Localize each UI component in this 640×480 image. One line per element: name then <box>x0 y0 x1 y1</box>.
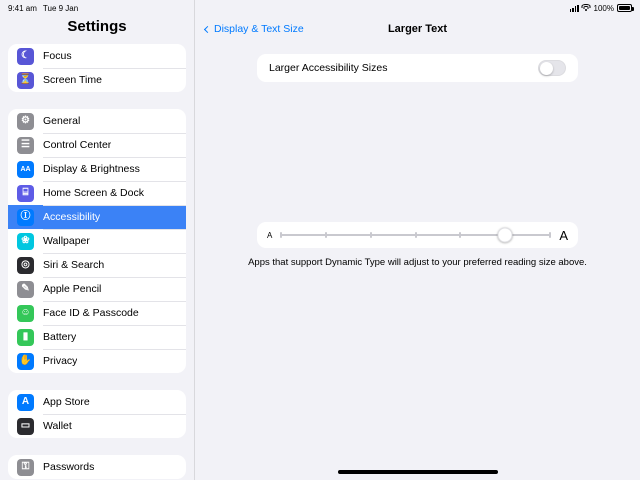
sidebar-item-label: Battery <box>43 331 77 343</box>
hourglass-icon: ⏳ <box>17 72 34 89</box>
toggle-knob <box>540 62 553 75</box>
back-button-label: Display & Text Size <box>214 23 304 35</box>
slider-tick <box>415 232 417 238</box>
detail-pane <box>194 0 640 480</box>
sidebar-item-control-center[interactable] <box>8 133 186 157</box>
siri-icon: ◎ <box>17 257 34 274</box>
gear-icon: ⚙ <box>17 113 34 130</box>
sidebar-item-label: Control Center <box>43 139 112 151</box>
sidebar-item-app-store[interactable] <box>8 390 186 414</box>
slider-tick <box>280 232 282 238</box>
text-size-slider[interactable] <box>281 225 550 245</box>
key-icon: ⚿ <box>17 459 34 476</box>
sidebar-item-label: Apple Pencil <box>43 283 102 295</box>
large-text-label: A <box>559 227 568 243</box>
app-store-icon: A <box>17 394 34 411</box>
pencil-icon: ✎ <box>17 281 34 298</box>
sidebar-item-label: Display & Brightness <box>43 163 140 175</box>
helper-text: Apps that support Dynamic Type will adjust to your preferred reading size above. <box>248 257 587 268</box>
sidebar-item-privacy[interactable] <box>8 349 186 373</box>
sidebar-item-home-screen-dock[interactable] <box>8 181 186 205</box>
small-text-label: A <box>267 230 273 240</box>
sidebar-item-label: App Store <box>43 396 90 408</box>
sidebar-item-label: Focus <box>43 50 72 62</box>
sidebar-item-label: Accessibility <box>43 211 101 223</box>
sliders-icon: ☰ <box>17 137 34 154</box>
status-bar-date: Tue 9 Jan <box>42 3 79 13</box>
sidebar-group <box>8 109 186 373</box>
back-button[interactable] <box>205 23 304 35</box>
accessibility-icon: Ⓘ <box>17 209 34 226</box>
hand-raised-icon: ✋ <box>17 353 34 370</box>
sidebar-group <box>8 390 186 438</box>
sidebar-item-label: Home Screen & Dock <box>43 187 144 199</box>
sidebar-item-face-id-passcode[interactable] <box>8 301 186 325</box>
sidebar-item-accessibility[interactable] <box>8 205 186 229</box>
sidebar-item-siri-search[interactable] <box>8 253 186 277</box>
sidebar-item-general[interactable] <box>8 109 186 133</box>
sidebar-item-label: General <box>43 115 81 127</box>
wallet-icon: ▭ <box>17 418 34 435</box>
sidebar-item-wallpaper[interactable] <box>8 229 186 253</box>
larger-accessibility-sizes-row[interactable] <box>257 54 578 82</box>
settings-sidebar[interactable] <box>0 0 194 480</box>
sidebar-item-label: Privacy <box>43 355 78 367</box>
face-id-icon: ☺ <box>17 305 34 322</box>
sidebar-item-apple-pencil[interactable] <box>8 277 186 301</box>
nav-title: Larger Text <box>387 23 448 35</box>
slider-thumb[interactable] <box>498 228 513 243</box>
sidebar-item-focus[interactable] <box>8 44 186 68</box>
sidebar-item-battery[interactable] <box>8 325 186 349</box>
slider-tick <box>459 232 461 238</box>
sidebar-item-screen-time[interactable] <box>8 68 186 92</box>
text-size-slider-row[interactable] <box>257 222 578 248</box>
home-screen-icon: ⌸ <box>17 185 34 202</box>
larger-accessibility-sizes-toggle[interactable] <box>538 60 566 76</box>
sidebar-item-label: Wallpaper <box>43 235 90 247</box>
battery-icon: ▮ <box>17 329 34 346</box>
sidebar-item-label: Wallet <box>43 420 72 432</box>
sidebar-item-label: Passwords <box>43 461 95 473</box>
larger-accessibility-sizes-label: Larger Accessibility Sizes <box>269 62 388 74</box>
slider-tick <box>549 232 551 238</box>
sidebar-item-display-brightness[interactable] <box>8 157 186 181</box>
sidebar-group <box>8 455 186 479</box>
sidebar-item-passwords[interactable] <box>8 455 186 479</box>
battery-percent-label: 100% <box>593 3 614 13</box>
page-title: Settings <box>67 18 127 35</box>
sidebar-group <box>8 44 186 92</box>
sidebar-item-wallet[interactable] <box>8 414 186 438</box>
display-text-icon: AA <box>17 161 34 178</box>
sidebar-item-label: Screen Time <box>43 74 102 86</box>
sidebar-item-label: Face ID & Passcode <box>43 307 139 319</box>
status-bar-time: 9:41 am <box>8 3 37 13</box>
home-indicator[interactable] <box>338 470 498 474</box>
wallpaper-icon: ❀ <box>17 233 34 250</box>
slider-tick <box>370 232 372 238</box>
moon-icon: ☾ <box>17 48 34 65</box>
chevron-left-icon <box>204 25 211 32</box>
navigation-bar <box>195 16 640 42</box>
slider-tick <box>325 232 327 238</box>
sidebar-item-label: Siri & Search <box>43 259 105 271</box>
